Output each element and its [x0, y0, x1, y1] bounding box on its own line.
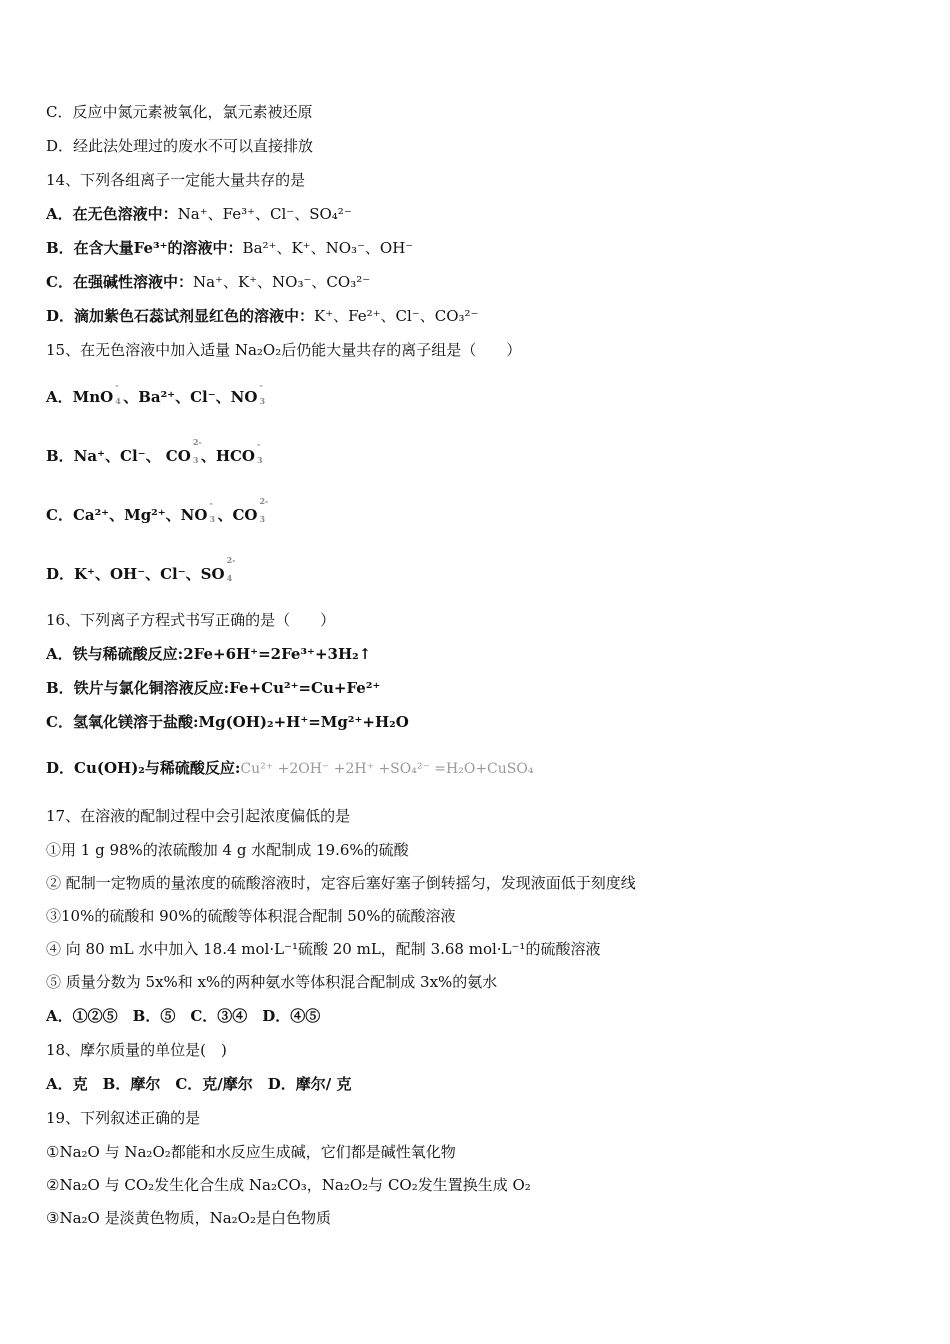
q15-c-text2: 、CO	[217, 506, 258, 524]
q14-stem: 14、下列各组离子一定能大量共存的是	[46, 171, 306, 189]
q15-d-text1: D．K⁺、OH⁻、Cl⁻、SO	[46, 565, 225, 583]
q17-item-3: ③10%的硫酸和 90%的硫酸等体积混合配制 50%的硫酸溶液	[46, 907, 456, 925]
q15-d-charge1: 2- 4	[226, 555, 236, 583]
q17-item-2: ② 配制一定物质的量浓度的硫酸溶液时，定容后塞好塞子倒转摇匀，发现液面低于刻度线	[46, 874, 636, 892]
q16-stem: 16、下列离子方程式书写正确的是（ ）	[46, 611, 336, 629]
q16-option-c	[46, 712, 409, 732]
q16-d-label: D．Cu(OH)₂与稀硫酸反应:	[46, 759, 241, 777]
q15-c-text1: C．Ca²⁺、Mg²⁺、NO	[46, 506, 208, 524]
q18-stem: 18、摩尔质量的单位是( )	[46, 1041, 227, 1059]
q14-option-d	[46, 306, 478, 326]
q17-options: A．①②⑤ B．⑤ C．③④ D．④⑤	[46, 1007, 321, 1025]
q14-b-label: B．在含大量Fe³⁺的溶液中：	[46, 239, 243, 257]
q16-option-a	[46, 644, 371, 664]
q16-c-label: C．氢氧化镁溶于盐酸:	[46, 713, 199, 731]
q19-item-3: ③Na₂O 是淡黄色物质，Na₂O₂是白色物质	[46, 1209, 331, 1227]
q15-a-text2: 、Ba²⁺、Cl⁻、NO	[123, 388, 258, 406]
q16-a-label: A．铁与稀硫酸反应:	[46, 645, 184, 663]
q17-item-5: ⑤ 质量分数为 5x%和 x%的两种氨水等体积混合配制成 3x%的氨水	[46, 973, 498, 991]
q19-item-1: ①Na₂O 与 Na₂O₂都能和水反应生成碱，它们都是碱性氧化物	[46, 1143, 456, 1161]
q15-b-text1: B．Na⁺、Cl⁻、 CO	[46, 447, 191, 465]
q14-c-ions: Na⁺、K⁺、NO₃⁻、CO₃²⁻	[192, 273, 371, 291]
q15-b-text2: 、HCO	[200, 447, 255, 465]
q16-c-equation: Mg(OH)₂+H⁺=Mg²⁺+H₂O	[198, 713, 409, 731]
q16-b-label: B．铁片与氯化铜溶液反应:	[46, 679, 230, 697]
q15-c-charge1: - 3	[209, 498, 216, 524]
q16-option-d	[46, 758, 533, 779]
q13-option-d: D．经此法处理过的废水不可以直接排放	[46, 137, 314, 155]
q19-stem: 19、下列叙述正确的是	[46, 1109, 201, 1127]
q14-option-b	[46, 238, 413, 258]
q16-b-equation: Fe+Cu²⁺=Cu+Fe²⁺	[229, 679, 381, 697]
q14-option-a	[46, 204, 352, 224]
q14-a-ions: Na⁺、Fe³⁺、Cl⁻、SO₄²⁻	[177, 205, 352, 223]
q15-option-b	[46, 437, 265, 466]
q16-a-equation: 2Fe+6H⁺=2Fe³⁺+3H₂↑	[183, 645, 372, 663]
q18-options: A．克 B．摩尔 C．克/摩尔 D．摩尔/ 克	[46, 1075, 352, 1093]
q15-option-d	[46, 555, 236, 584]
q14-d-ions: K⁺、Fe²⁺、Cl⁻、CO₃²⁻	[314, 307, 479, 325]
q15-b-charge2: - 3	[257, 439, 263, 465]
q17-item-1: ①用 1 g 98%的浓硫酸加 4 g 水配制成 19.6%的硫酸	[46, 841, 409, 859]
q14-c-label: C．在强碱性溶液中：	[46, 273, 193, 291]
q13-option-c: C．反应中氮元素被氧化，氯元素被还原	[46, 103, 313, 121]
q14-b-ions: Ba²⁺、K⁺、NO₃⁻、OH⁻	[242, 239, 414, 257]
q15-option-a	[46, 380, 267, 407]
q19-item-2: ②Na₂O 与 CO₂发生化合生成 Na₂CO₃，Na₂O₂与 CO₂发生置换生成 O₂	[46, 1176, 531, 1194]
q16-option-b	[46, 678, 380, 698]
q15-a-charge2: - 3	[259, 380, 266, 406]
q16-d-equation: Cu²⁺ +2OH⁻ +2H⁺ +SO₄²⁻ =H₂O+CuSO₄	[240, 761, 534, 777]
q14-a-label: A．在无色溶液中：	[46, 205, 178, 223]
q17-stem: 17、在溶液的配制过程中会引起浓度偏低的是	[46, 807, 351, 825]
q15-a-charge1: - 4	[115, 380, 121, 406]
q15-a-text1: A．MnO	[46, 388, 114, 406]
q17-item-4: ④ 向 80 mL 水中加入 18.4 mol·L⁻¹硫酸 20 mL，配制 3.68 mol·L⁻¹的硫酸溶液	[46, 940, 601, 958]
q15-option-c	[46, 496, 269, 525]
q15-c-charge2: 2- 3	[259, 496, 269, 524]
q15-stem: 15、在无色溶液中加入适量 Na₂O₂后仍能大量共存的离子组是（ ）	[46, 341, 522, 359]
q14-option-c	[46, 272, 370, 292]
q14-d-label: D．滴加紫色石蕊试剂显红色的溶液中：	[46, 307, 315, 325]
q15-b-charge1: 2- 3	[192, 437, 202, 465]
